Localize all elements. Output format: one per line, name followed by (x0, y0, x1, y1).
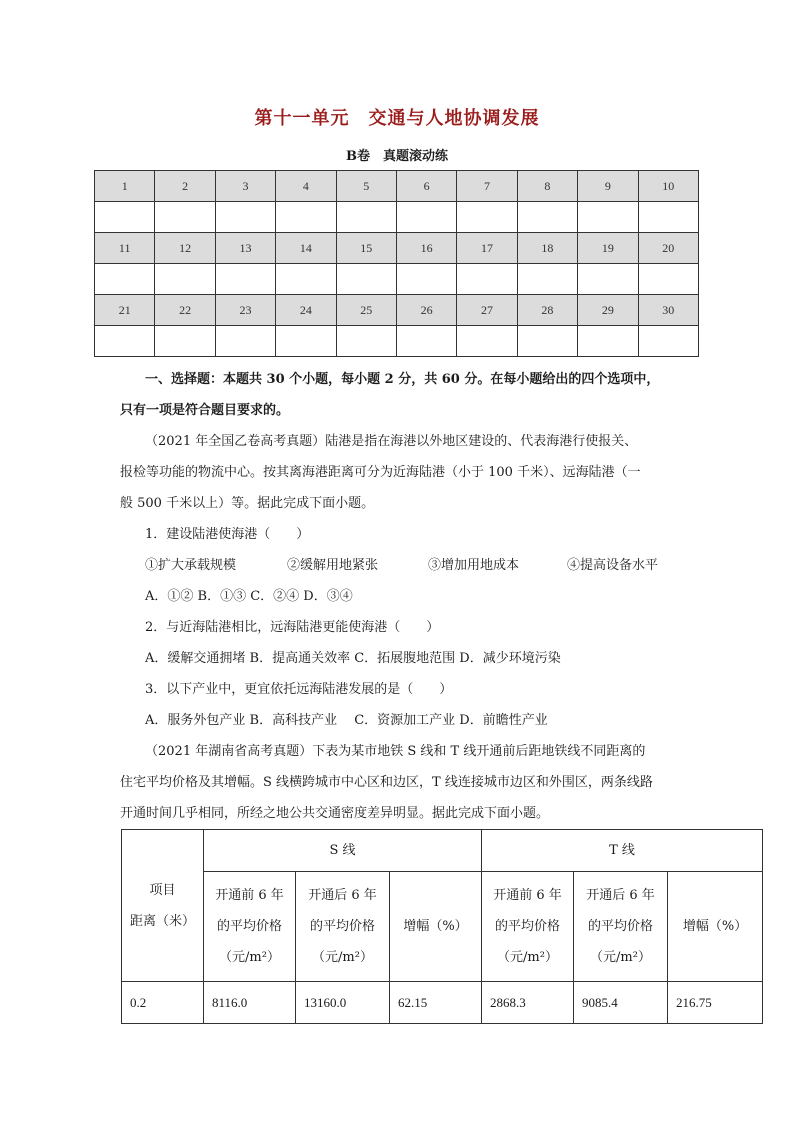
answer-grid-number: 22 (155, 295, 215, 326)
row-header-label: 项目 (149, 882, 176, 898)
answer-grid-number: 15 (336, 233, 396, 264)
answer-cell[interactable] (517, 264, 577, 295)
answer-cell[interactable] (638, 326, 698, 357)
answer-grid-number: 10 (638, 171, 698, 202)
answer-cell[interactable] (155, 264, 215, 295)
table-cell: 9085.4 (574, 982, 668, 1024)
answer-cell[interactable] (155, 326, 215, 357)
col-header-text: 开通后 6 年 (308, 888, 377, 903)
question-1-statement: ②缓解用地紧张 (287, 558, 379, 573)
page-subtitle: B卷 真题滚动练 (346, 149, 448, 164)
col-header-after (574, 872, 668, 982)
passage1-line3: 般 500 千米以上）等。据此完成下面小题。 (120, 496, 375, 511)
answer-cell[interactable] (215, 264, 275, 295)
answer-grid-number: 20 (638, 233, 698, 264)
row-header-cell (122, 830, 204, 982)
answer-grid-number: 4 (276, 171, 336, 202)
answer-cell[interactable] (457, 264, 517, 295)
s-line-header: S 线 (204, 830, 482, 872)
col-header-text: （元/m²） (219, 950, 280, 965)
col-header-text: 开通前 6 年 (493, 888, 562, 903)
answer-grid-number: 24 (276, 295, 336, 326)
answer-grid-number-row (95, 233, 699, 264)
answer-cell[interactable] (396, 202, 456, 233)
answer-grid-number: 25 (336, 295, 396, 326)
answer-cell[interactable] (578, 326, 638, 357)
answer-grid-number: 17 (457, 233, 517, 264)
answer-cell[interactable] (396, 326, 456, 357)
answer-grid-number: 9 (578, 171, 638, 202)
answer-grid-number: 12 (155, 233, 215, 264)
answer-grid-number: 21 (95, 295, 155, 326)
table-cell: 8116.0 (204, 982, 296, 1024)
answer-grid-number: 18 (517, 233, 577, 264)
answer-grid-number: 23 (215, 295, 275, 326)
answer-grid-number: 11 (95, 233, 155, 264)
answer-grid-number: 5 (336, 171, 396, 202)
answer-grid-blank-row (95, 326, 699, 357)
section-heading-line2: 只有一项是符合题目要求的。 (120, 403, 290, 418)
answer-cell[interactable] (336, 202, 396, 233)
answer-grid-number: 29 (578, 295, 638, 326)
answer-grid-number: 30 (638, 295, 698, 326)
answer-cell[interactable] (276, 202, 336, 233)
col-header-text: 的平均价格 (216, 919, 282, 934)
answer-grid (94, 170, 699, 357)
col-header-increase: 增幅（%） (390, 872, 482, 982)
answer-grid-number: 6 (396, 171, 456, 202)
col-header-text: 开通后 6 年 (586, 888, 655, 903)
col-header-after (296, 872, 390, 982)
answer-grid-blank-row (95, 202, 699, 233)
question-2-options: A．缓解交通拥堵 B．提高通关效率 C．拓展腹地范围 D．减少环境污染 (145, 651, 561, 666)
answer-grid-number: 13 (215, 233, 275, 264)
question-3-stem: 3．以下产业中，更宜依托远海陆港发展的是（ ） (145, 682, 453, 697)
passage1-line2: 报检等功能的物流中心。按其离海港距离可分为近海陆港（小于 100 千米）、远海陆港（一 (120, 465, 641, 480)
col-header-before (204, 872, 296, 982)
answer-grid-number-row (95, 295, 699, 326)
section-heading-line1: 一、选择题：本题共 30 个小题，每小题 2 分，共 60 分。在每小题给出的四个选项中， (145, 372, 660, 387)
answer-cell[interactable] (578, 264, 638, 295)
answer-cell[interactable] (276, 326, 336, 357)
answer-grid-number: 3 (215, 171, 275, 202)
table-row (122, 982, 763, 1024)
table-cell: 2868.3 (482, 982, 574, 1024)
page-title: 第十一单元 交通与人地协调发展 (254, 108, 540, 129)
answer-grid-number: 16 (396, 233, 456, 264)
answer-cell[interactable] (578, 202, 638, 233)
answer-grid-number: 8 (517, 171, 577, 202)
answer-cell[interactable] (336, 326, 396, 357)
question-1-options: A．①② B．①③ C．②④ D．③④ (145, 589, 353, 604)
col-header-text: 的平均价格 (588, 919, 654, 934)
answer-cell[interactable] (517, 326, 577, 357)
question-1-statement: ④提高设备水平 (567, 558, 659, 573)
question-1-statement: ①扩大承载规模 (145, 558, 237, 573)
answer-grid-number: 19 (578, 233, 638, 264)
answer-cell[interactable] (95, 264, 155, 295)
col-header-increase: 增幅（%） (668, 872, 763, 982)
col-header-text: 开通前 6 年 (215, 888, 284, 903)
answer-cell[interactable] (215, 326, 275, 357)
col-header-text: （元/m²） (590, 950, 651, 965)
question-1-statement: ③增加用地成本 (428, 558, 520, 573)
answer-cell[interactable] (457, 202, 517, 233)
answer-cell[interactable] (336, 264, 396, 295)
table-cell: 62.15 (390, 982, 482, 1024)
answer-cell[interactable] (638, 264, 698, 295)
passage2-line1: （2021 年湖南省高考真题）下表为某市地铁 S 线和 T 线开通前后距地铁线不同距离的 (145, 744, 646, 759)
price-table (121, 829, 763, 1024)
passage1-line1: （2021 年全国乙卷高考真题）陆港是指在海港以外地区建设的、代表海港行使报关、 (145, 434, 638, 449)
table-cell: 0.2 (122, 982, 204, 1024)
answer-grid-number: 28 (517, 295, 577, 326)
answer-grid-number: 14 (276, 233, 336, 264)
col-header-text: 的平均价格 (495, 919, 561, 934)
answer-cell[interactable] (95, 326, 155, 357)
t-line-header: T 线 (482, 830, 763, 872)
answer-cell[interactable] (638, 202, 698, 233)
answer-cell[interactable] (517, 202, 577, 233)
answer-grid-number: 2 (155, 171, 215, 202)
answer-cell[interactable] (215, 202, 275, 233)
answer-cell[interactable] (95, 202, 155, 233)
table-cell: 216.75 (668, 982, 763, 1024)
question-1-stem: 1．建设陆港使海港（ ） (145, 527, 310, 542)
passage2-line2: 住宅平均价格及其增幅。S 线横跨城市中心区和边区，T 线连接城市边区和外围区，两条线路 (120, 775, 653, 790)
col-header-before (482, 872, 574, 982)
answer-grid-number-row (95, 171, 699, 202)
col-header-text: （元/m²） (497, 950, 558, 965)
answer-grid-blank-row (95, 264, 699, 295)
answer-grid-number: 27 (457, 295, 517, 326)
answer-cell[interactable] (396, 264, 456, 295)
row-header-distance-label: 距离（米） (130, 913, 196, 929)
answer-grid-number: 7 (457, 171, 517, 202)
col-header-text: 的平均价格 (309, 919, 375, 934)
question-2-stem: 2．与近海陆港相比，远海陆港更能使海港（ ） (145, 620, 440, 635)
col-header-text: （元/m²） (312, 950, 373, 965)
passage2-line3: 开通时间几乎相同，所经之地公共交通密度差异明显。据此完成下面小题。 (120, 806, 550, 821)
answer-grid-number: 1 (95, 171, 155, 202)
answer-cell[interactable] (457, 326, 517, 357)
answer-cell[interactable] (155, 202, 215, 233)
answer-cell[interactable] (276, 264, 336, 295)
question-3-options: A．服务外包产业 B．高科技产业 C．资源加工产业 D．前瞻性产业 (145, 713, 548, 728)
table-cell: 13160.0 (296, 982, 390, 1024)
answer-grid-number: 26 (396, 295, 456, 326)
